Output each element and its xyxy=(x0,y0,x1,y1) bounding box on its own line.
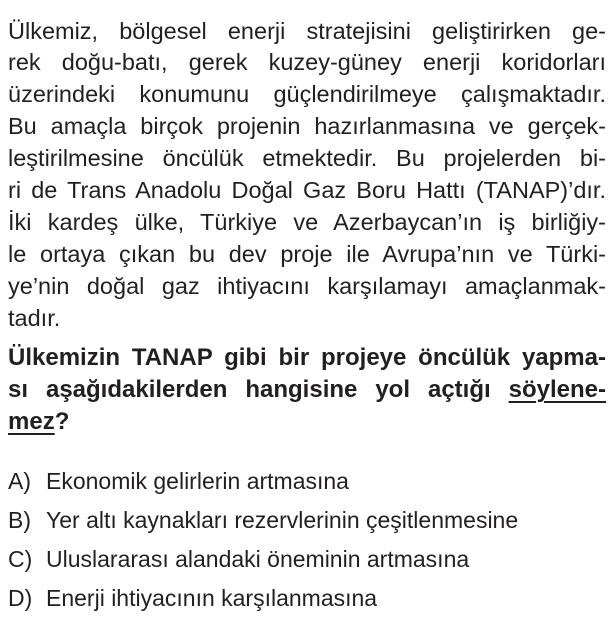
passage-line: ri de Trans Anadolu Doğal Gaz Boru Hattı (TANAP)’dır. xyxy=(8,177,606,203)
question-mark: ? xyxy=(54,408,70,435)
option-letter: B) xyxy=(8,507,31,533)
passage-line: üzerindeki konumunu güçlendirilmeye çalışmaktadır. xyxy=(8,81,606,107)
question-text: sı aşağıdakilerden hangisine yol açtığı xyxy=(8,376,509,403)
option-letter: D) xyxy=(8,585,33,611)
passage-line: Ülkemiz, bölgesel enerji stratejisini geliştirirken ge- xyxy=(8,18,606,44)
option-text: Enerji ihtiyacının karşılanmasına xyxy=(46,585,378,611)
option-text: Ekonomik gelirlerin artmasına xyxy=(46,468,349,494)
passage-line: İki kardeş ülke, Türkiye ve Azerbaycan’ın iş birliğiy- xyxy=(8,209,606,235)
question-line: Ülkemizin TANAP gibi bir projeye öncülük yapma- xyxy=(8,344,606,371)
emphasis-underlined: söylene- xyxy=(508,376,606,403)
option-c[interactable] xyxy=(8,544,469,574)
question-line xyxy=(8,407,606,437)
option-letter: C) xyxy=(8,546,33,572)
passage-line: Bu amaçla birçok projenin hazırlanmasına ve gerçek- xyxy=(8,113,606,139)
emphasis-underlined: mez xyxy=(8,408,55,435)
option-text: Yer altı kaynakları rezervlerinin çeşitlenmesine xyxy=(46,507,519,533)
option-d[interactable] xyxy=(8,583,377,613)
option-a[interactable] xyxy=(8,466,349,496)
option-b[interactable] xyxy=(8,505,518,535)
passage-line: leştirilmesine öncülük etmektedir. Bu projelerden bi- xyxy=(8,145,606,171)
option-text: Uluslararası alandaki öneminin artmasına xyxy=(46,546,470,572)
passage-line: ye’nin doğal gaz ihtiyacını karşılamayı amaçlanmak- xyxy=(8,273,606,299)
option-letter: A) xyxy=(8,468,31,494)
passage-line: rek doğu-batı, gerek kuzey-güney enerji koridorları xyxy=(8,49,606,75)
passage-line: tadır. xyxy=(8,305,61,331)
question-line xyxy=(8,375,606,405)
passage-line: le ortaya çıkan bu dev proje ile Avrupa’nın ve Türki- xyxy=(8,241,606,267)
